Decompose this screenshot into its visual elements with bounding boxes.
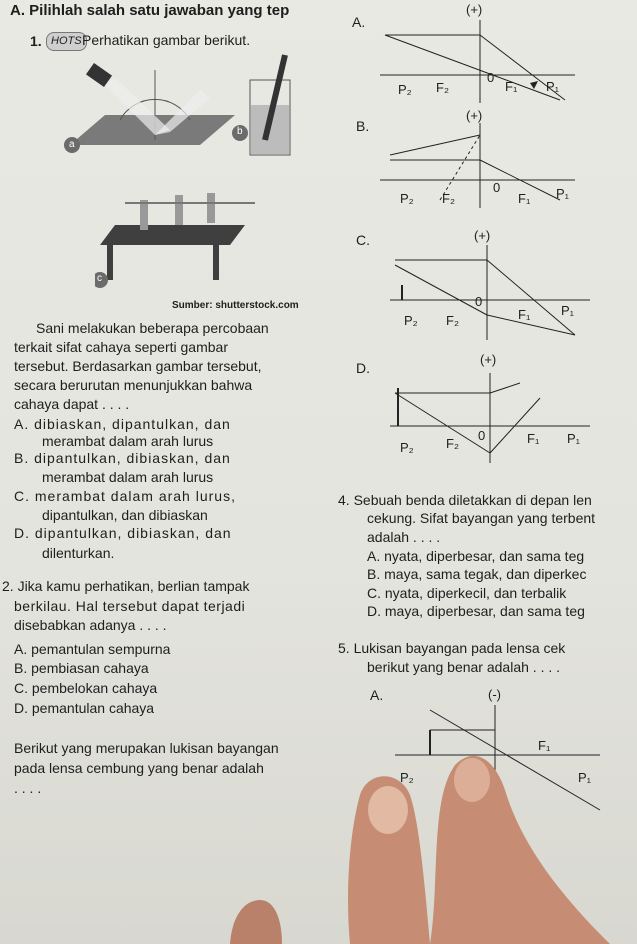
- q2-option-b[interactable]: B. pembiasan cahaya: [14, 660, 149, 676]
- section-heading: A. Pilihlah salah satu jawaban yang tep: [10, 2, 290, 19]
- q1-option-c[interactable]: C. merambat dalam arah lurus,: [14, 488, 236, 504]
- diagram-d: [390, 368, 600, 468]
- diagram-d-letter: D.: [356, 360, 370, 376]
- ray-1: [390, 135, 480, 155]
- q5-diagram-sign: (-): [488, 687, 501, 702]
- fingernail-2: [454, 758, 490, 802]
- image-arrow: [530, 81, 538, 89]
- figure-c: [95, 185, 285, 290]
- card-1: [140, 200, 148, 230]
- diagram-a-o: 0: [487, 70, 495, 85]
- diagram-c-f1: F₁: [518, 307, 531, 322]
- diagram-c-f2: F₂: [446, 313, 459, 328]
- diagram-d-o: 0: [478, 428, 486, 443]
- diagram-a-letter: A.: [352, 14, 366, 30]
- q5-line-2: berikut yang benar adalah . . . .: [367, 659, 561, 675]
- ray-2: [395, 265, 487, 315]
- figure-a-b: [60, 50, 310, 160]
- diagram-b-f2: F₂: [442, 191, 455, 206]
- q1-option-a[interactable]: A. dibiaskan, dipantulkan, dan: [14, 416, 231, 432]
- q2-option-a[interactable]: A. pemantulan sempurna: [14, 641, 171, 657]
- q1-line-4: secara berurutan menunjukkan bahwa: [14, 377, 253, 393]
- diagram-b-letter: B.: [356, 118, 370, 134]
- q5-p1: P₁: [578, 770, 592, 785]
- label-c: c: [97, 273, 102, 284]
- q2-line-3: disebabkan adanya . . . .: [14, 617, 167, 633]
- diagram-b-f1: F₁: [518, 191, 531, 206]
- diagram-c-p2: P₂: [404, 313, 418, 328]
- card-2: [175, 195, 183, 225]
- q1-line-5: cahaya dapat . . . .: [14, 396, 130, 412]
- q4-option-d[interactable]: D. maya, diperbesar, dan sama teg: [367, 603, 585, 619]
- diagram-c-p1: P₁: [561, 303, 575, 318]
- q4-option-b[interactable]: B. maya, sama tegak, dan diperkec: [367, 566, 587, 582]
- q5-p2: P₂: [400, 770, 414, 785]
- q1-option-a-line2: merambat dalam arah lurus: [42, 433, 214, 449]
- diagram-b-o: 0: [493, 180, 501, 195]
- diagram-a-p1: P₁: [546, 79, 560, 94]
- diagram-d-f2: F₂: [446, 436, 459, 451]
- q2-line-2: berkilau. Hal tersebut dapat terjadi: [14, 598, 246, 614]
- q1-option-b[interactable]: B. dipantulkan, dibiaskan, dan: [14, 450, 231, 466]
- ray-3: [487, 260, 575, 335]
- q1-option-d[interactable]: D. dipantulkan, dibiaskan, dan: [14, 525, 232, 541]
- q1-number: 1.: [30, 33, 42, 49]
- diagram-c-o: 0: [475, 294, 483, 309]
- diagram-b-p1: P₁: [556, 186, 570, 201]
- label-b: b: [237, 126, 243, 137]
- diagram-a-f1: F₁: [505, 79, 518, 94]
- q5-f1: F₁: [538, 738, 551, 753]
- diagram-a-f2: F₂: [436, 80, 449, 95]
- ray-4: [487, 315, 575, 335]
- q3-line-2: pada lensa cembung yang benar adalah: [14, 760, 264, 776]
- q3-line-3: . . . .: [14, 780, 42, 796]
- diagram-b-p2: P₂: [400, 191, 414, 206]
- q4-option-a[interactable]: A. nyata, diperbesar, dan sama teg: [367, 548, 585, 564]
- table-leg-1: [107, 245, 113, 280]
- diagram-b-sign: (+): [466, 108, 483, 123]
- diagram-c-sign: (+): [474, 228, 491, 243]
- diagram-a-p2: P₂: [398, 82, 412, 97]
- q5-option-a-letter[interactable]: A.: [370, 687, 384, 703]
- q1-option-d-line2: dilenturkan.: [42, 545, 115, 561]
- hots-badge: HOTS: [46, 32, 87, 51]
- q4-option-c[interactable]: C. nyata, diperkecil, dan terbalik: [367, 585, 567, 601]
- table-top: [100, 225, 245, 245]
- diagram-d-p2: P₂: [400, 440, 414, 455]
- q5-line-1: 5. Lukisan bayangan pada lensa cek: [338, 640, 566, 656]
- fingers-photo: [0, 740, 637, 944]
- label-a: a: [69, 139, 75, 150]
- finger-3: [230, 900, 282, 944]
- q4-line-3: adalah . . . .: [367, 529, 441, 545]
- fingernail-1: [368, 786, 408, 834]
- diagram-c: [390, 240, 600, 345]
- q1-intro: Perhatikan gambar berikut.: [82, 32, 251, 48]
- q1-option-c-line2: dipantulkan, dan dibiaskan: [42, 507, 208, 523]
- q2-option-d[interactable]: D. pemantulan cahaya: [14, 700, 155, 716]
- q1-line-2: terkait sifat cahaya seperti gambar: [14, 339, 228, 355]
- q4-line-2: cekung. Sifat bayangan yang terbent: [367, 510, 596, 526]
- diagram-d-sign: (+): [480, 352, 497, 367]
- diagram-a-sign: (+): [466, 2, 483, 17]
- q3-line-1: Berikut yang merupakan lukisan bayangan: [14, 740, 279, 756]
- table-leg-2: [213, 245, 219, 280]
- q1-option-b-line2: merambat dalam arah lurus: [42, 469, 214, 485]
- ray-3: [490, 383, 520, 393]
- card-3: [207, 193, 215, 223]
- image-source: Sumber: shutterstock.com: [172, 300, 299, 311]
- q4-line-1: 4. Sebuah benda diletakkan di depan len: [338, 492, 592, 508]
- q2-line-1: 2. Jika kamu perhatikan, berlian tampak: [2, 578, 250, 594]
- diagram-c-letter: C.: [356, 232, 370, 248]
- q1-line-3: tersebut. Berdasarkan gambar tersebut,: [14, 358, 262, 374]
- diagram-d-f1: F₁: [527, 431, 540, 446]
- diagram-d-p1: P₁: [567, 431, 581, 446]
- q1-line-1: Sani melakukan beberapa percobaan: [36, 320, 269, 336]
- q2-option-c[interactable]: C. pembelokan cahaya: [14, 680, 158, 696]
